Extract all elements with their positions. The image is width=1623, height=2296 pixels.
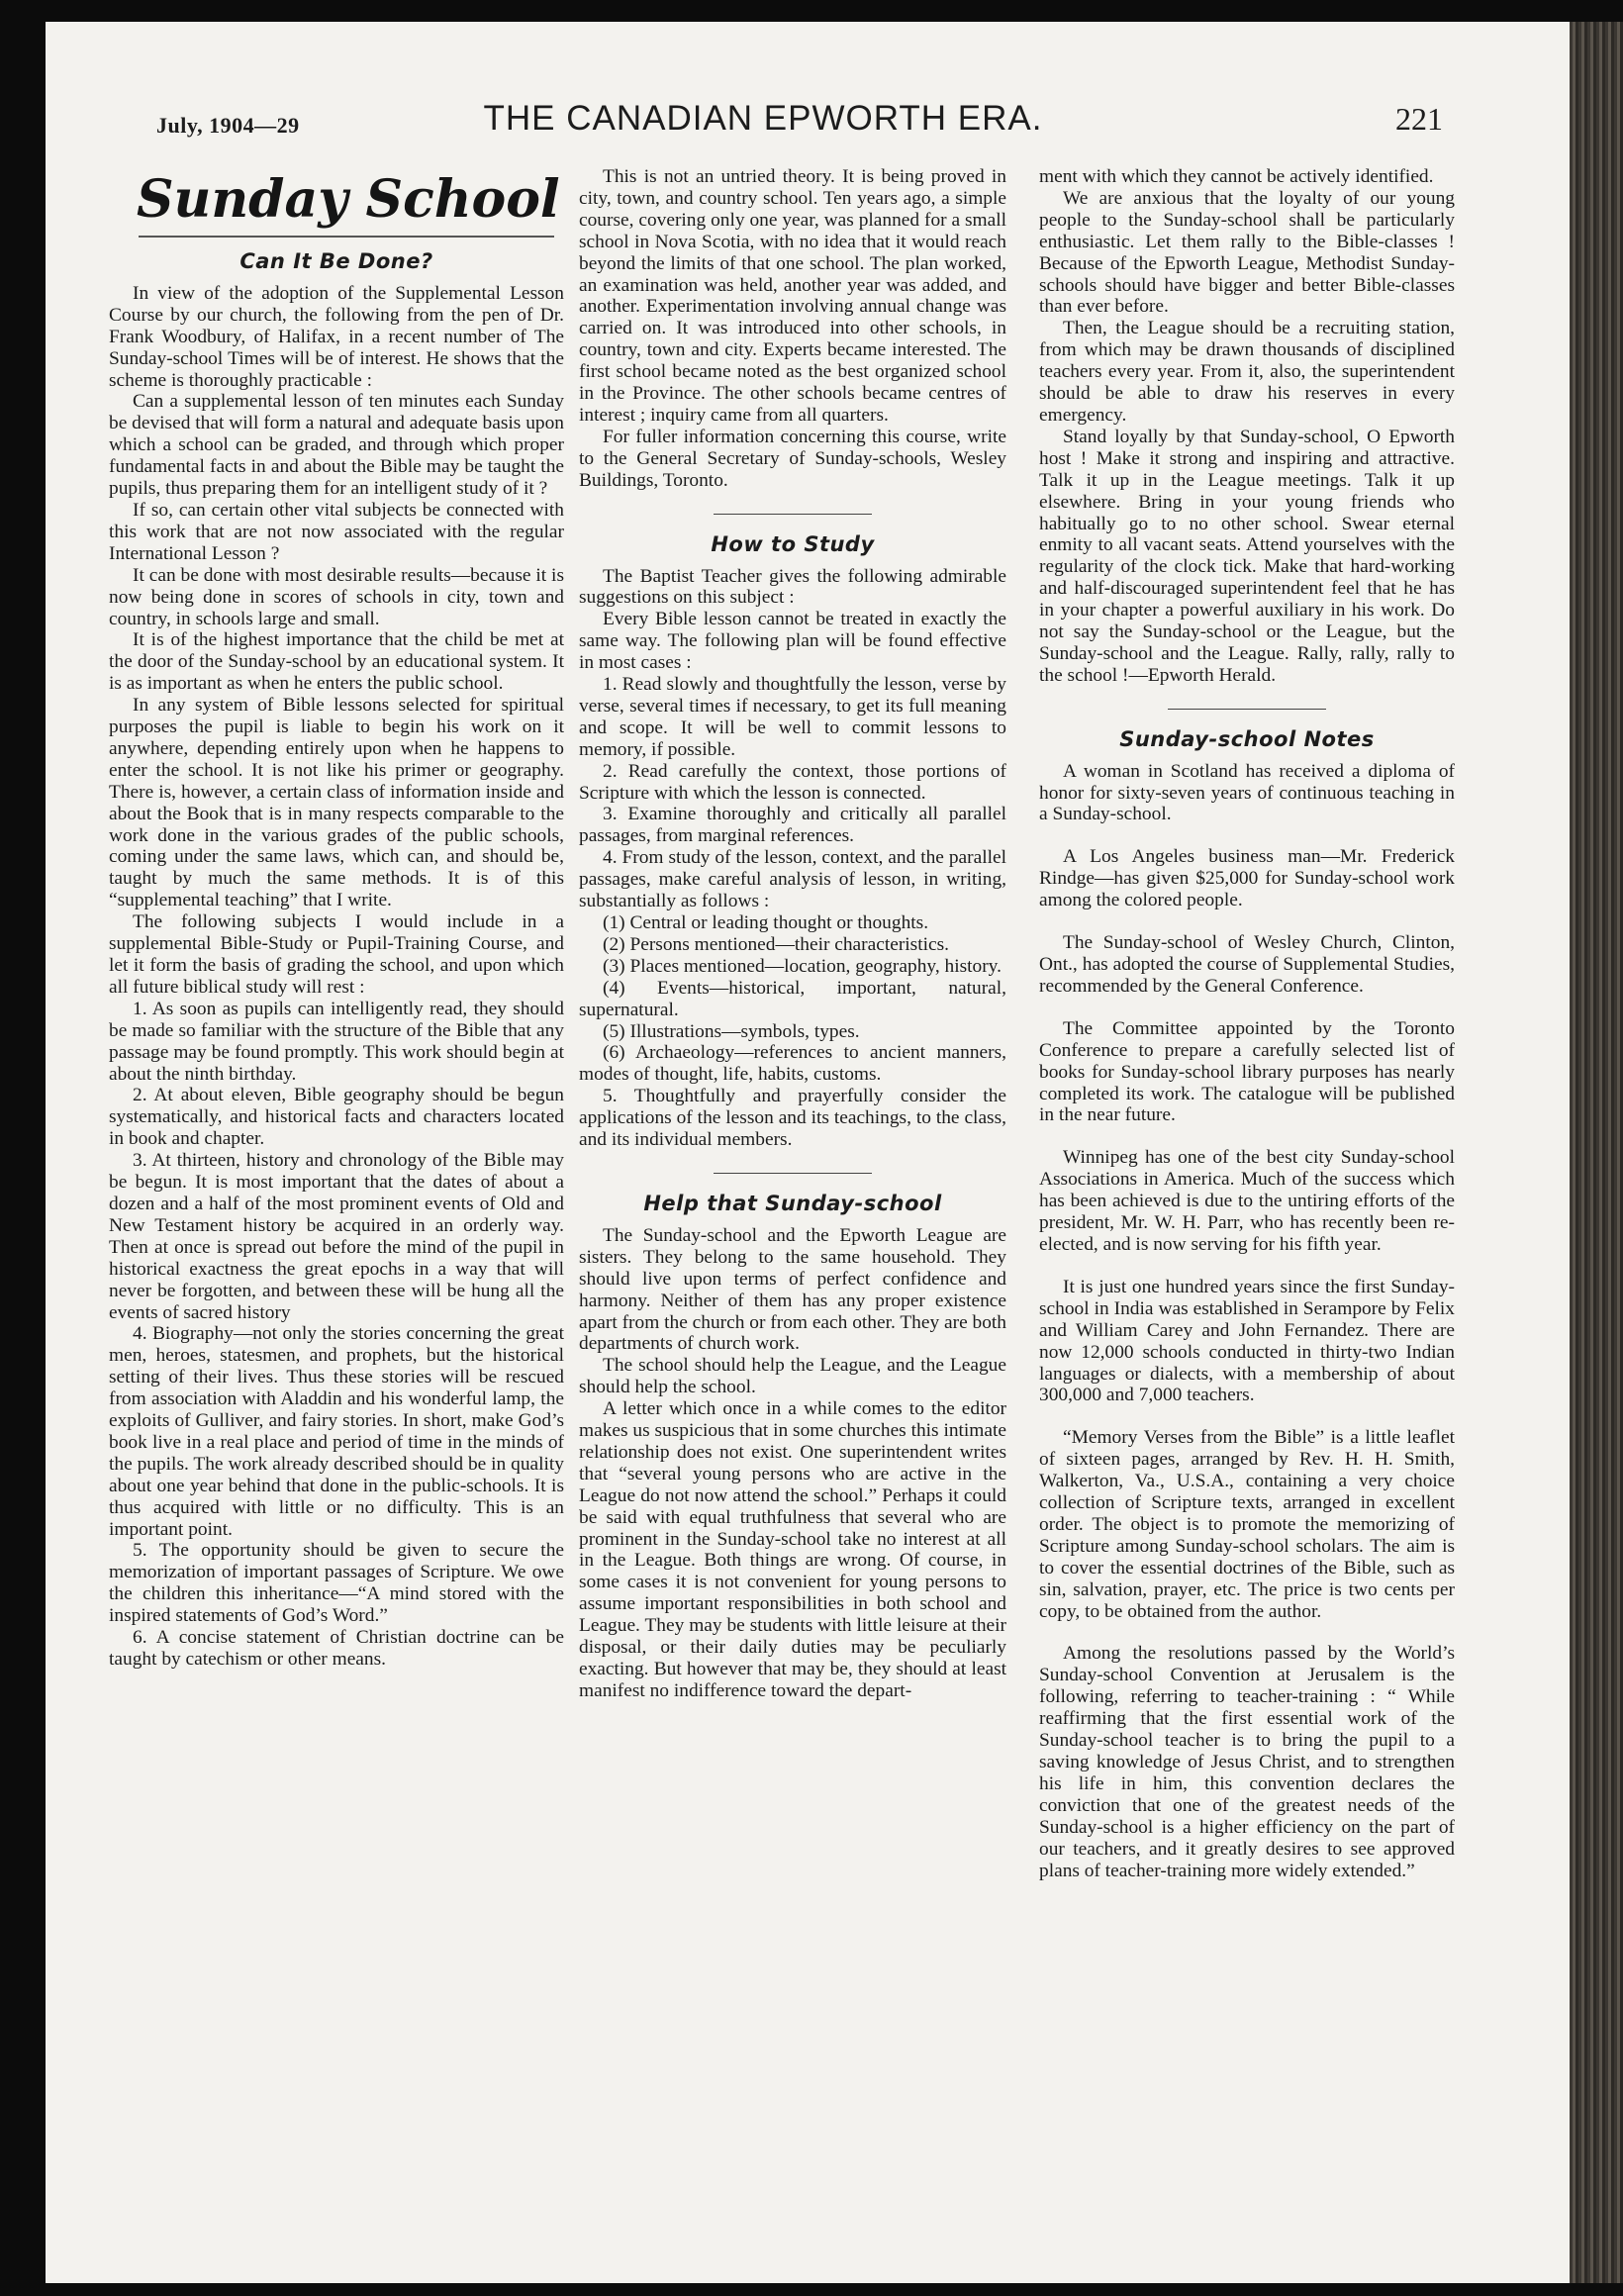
paragraph: 3. Examine thoroughly and critically all parallel passages, from marginal references.: [579, 804, 1006, 847]
paragraph: Stand loyally by that Sunday-school, O Epworth host ! Make it strong and inspiring and attractive. Talk it up in the League meetings. Talk it up elsewhere. Bring in your young friends who habitually go to no other school. Swear eternal enmity to all vacant seats. Attend yourselves with the regularity of the clock tick. Make that hard-working and half-discouraged superintendent feel that he has in your chapter a powerful auxiliary in his work. Do not say the Sunday-school or the League, but the Sunday-school and the League. Rally, rally, rally to the school !—Epworth Herald.: [1039, 426, 1455, 686]
note-paragraph: The Committee appointed by the Toronto Conference to prepare a carefully selected list of books for Sunday-school library purposes has nearly completed its work. The catalogue will be published in the near future.: [1039, 1017, 1455, 1126]
article-title-help-that-sunday-school: Help that Sunday-school: [643, 1191, 942, 1215]
paragraph: The Baptist Teacher gives the following admirable suggestions on this subject :: [579, 565, 1006, 609]
paragraph: If so, can certain other vital subjects be connected with this work that are not now associated with the regular International Lesson ?: [109, 499, 564, 564]
paragraph: The school should help the League, and the League should help the school.: [579, 1355, 1006, 1398]
paragraph: (4) Events—historical, important, natural, supernatural.: [579, 977, 1006, 1020]
paragraph: In any system of Bible lessons selected for spiritual purposes the pupil is liable to begin his work on it anywhere, depending entirely upon when he happens to enter the school. It is not like his primer or geography. There is, however, a certain class of information inside and about the Book that is in many respects comparable to the work done in the various grades of the public schools, coming under the same laws, which can, and should be, taught by much the same methods. It is of this “supplemental teaching” that I write.: [109, 695, 564, 911]
paragraph: In view of the adoption of the Supplemental Lesson Course by our church, the following from the pen of Dr. Frank Woodbury, of Halifax, in a recent number of The Sunday-school Times will be of interest. He shows that the scheme is thoroughly practicable :: [109, 282, 564, 391]
page-number: 221: [1395, 101, 1443, 137]
paragraph: (2) Persons mentioned—their characteristics.: [603, 933, 949, 955]
paragraph: For fuller information concerning this course, write to the General Secretary of Sunday-schools, Wesley Buildings, Toronto.: [579, 426, 1006, 491]
paragraph: 1. As soon as pupils can intelligently read, they should be made so familiar with the structure of the Bible that any passage may be found promptly. This work should begin at about the ninth birthday.: [109, 998, 564, 1085]
column-1: [109, 166, 564, 1671]
paragraph: 2. At about eleven, Bible geography should be begun systematically, and historical facts and characters located in book and chapter.: [109, 1085, 564, 1150]
paragraph: Every Bible lesson cannot be treated in exactly the same way. The following plan will be found effective in most cases :: [579, 609, 1006, 674]
paragraph: A letter which once in a while comes to the editor makes us suspicious that in some churches this intimate relationship does not exist. One superintendent writes that “several young persons who are active in the League do not now attend the school.” Perhaps it could be said with equal truthfulness that several who are prominent in the Sunday-school take no interest at all in the League. Both things are wrong. Of course, in some cases it is not convenient for young persons to assume important responsibilities in both school and League. They may be students with little leisure at their disposal, or their daily duties may be peculiarly exacting. But however that may be, they should at least manifest no indifference toward the depart-: [579, 1398, 1006, 1701]
paragraph: Then, the League should be a recruiting station, from which may be drawn thousands of disciplined teachers every year. From it, also, the superintendent should be able to draw his reserves in every emergency.: [1039, 318, 1455, 426]
page-header: [95, 99, 1443, 148]
paragraph: 6. A concise statement of Christian doctrine can be taught by catechism or other means.: [109, 1627, 564, 1670]
paragraph: 1. Read slowly and thoughtfully the lesson, verse by verse, several times if necessary, to get its full meaning and scope. It will be well to commit lessons to memory, if possible.: [579, 674, 1006, 760]
article-title-sunday-school-notes: Sunday-school Notes: [1119, 726, 1375, 751]
note-paragraph: It is just one hundred years since the first Sunday-school in India was established in Serampore by Felix and William Carey and John Fernandez. There are now 12,000 schools conducted in thirty-two Indian languages or dialects, with a membership of about 300,000 and 7,000 teachers.: [1039, 1276, 1455, 1406]
paragraph: 4. Biography—not only the stories concerning the great men, heroes, statesmen, and prophets, but the historical setting of their lives. Thus these stories will be rescued from association with Aladdin and his wonderful lamp, the exploits of Gulliver, and fairy stories. In short, make God’s book live in a real place and period of time in the minds of the pupils. The work already described should be in quality about one year behind that done in the public-schools. It is thus acquired with little or no difficulty. This is an important point.: [109, 1323, 564, 1540]
section-title: Sunday School: [137, 169, 560, 230]
publication-title: THE CANADIAN EPWORTH ERA.: [483, 99, 1043, 138]
paragraph: We are anxious that the loyalty of our young people to the Sunday-school shall be particularly enthusiastic. Let them rally to the Bible-classes ! Because of the Epworth League, Methodist Sunday-schools should have bigger and better Bible-classes than ever before.: [1039, 187, 1455, 318]
section-divider: [139, 236, 554, 238]
paragraph: 5. The opportunity should be given to secure the memorization of important passages of Scripture. We owe the children this inheritance—“A mind stored with the inspired statements of God’s Word.”: [109, 1540, 564, 1627]
paragraph: The Sunday-school and the Epworth League are sisters. They belong to the same household. They should live upon terms of perfect confidence and harmony. Neither of them has any proper existence apart from the church or from each other. They are both departments of church work.: [579, 1224, 1006, 1355]
note-paragraph: A Los Angeles business man—Mr. Frederick Rindge—has given $25,000 for Sunday-school work among the colored people.: [1039, 846, 1455, 911]
paragraph: 2. Read carefully the context, those portions of Scripture with which the lesson is connected.: [579, 760, 1006, 804]
paragraph: (5) Illustrations—symbols, types.: [603, 1020, 860, 1042]
paragraph: (1) Central or leading thought or thoughts.: [603, 912, 929, 933]
note-paragraph: Winnipeg has one of the best city Sunday-school Associations in America. Much of the success which has been achieved is due to the untiring efforts of the president, Mr. W. H. Parr, who has recently been re-elected, and is now serving for his fifth year.: [1039, 1147, 1455, 1255]
note-paragraph: Among the resolutions passed by the World’s Sunday-school Convention at Jerusalem is the following, referring to teacher-training : “ While reaffirming that the first essential work of the Sunday-school teacher is to bring the pupil to a saving knowledge of Jesus Christ, and to strengthen his life in him, this convention declares the conviction that one of the greatest needs of the Sunday-school is a higher efficiency on the part of our teachers, and it greatly desires to see approved plans of teacher-training more widely extended.”: [1039, 1643, 1455, 1881]
paragraph: This is not an untried theory. It is being proved in city, town, and country school. Ten years ago, a simple course, covering only one year, was planned for a small school in Nova Scotia, with no idea that it would reach beyond the limits of that one school. The plan worked, an examination was held, another year was added, and another. Experimentation involving annual change was carried on. It was introduced into other schools, in country, town and city. Experts became interested. The first school became noted as the best organized school in the Province. The other schools became centres of interest ; inquiry came from all quarters.: [579, 166, 1006, 426]
paragraph: 5. Thoughtfully and prayerfully consider the applications of the lesson and its teachings, to the class, and its individual members.: [579, 1086, 1006, 1151]
paragraph: (6) Archaeology—references to ancient manners, modes of thought, life, habits, customs.: [579, 1042, 1006, 1086]
paragraph: It can be done with most desirable results—because it is now being done in scores of schools in city, town and country, in schools large and small.: [109, 564, 564, 629]
note-paragraph: A woman in Scotland has received a diploma of honor for sixty-seven years of continuous teaching in a Sunday-school.: [1039, 760, 1455, 825]
paragraph: ment with which they cannot be actively identified.: [1039, 166, 1434, 187]
article-title-how-to-study: How to Study: [711, 531, 875, 556]
paragraph: The following subjects I would include in a supplemental Bible-Study or Pupil-Training Course, and let it form the basis of grading the school, and upon which all future biblical study will rest :: [109, 911, 564, 998]
article-divider: [714, 514, 872, 515]
note-paragraph: The Sunday-school of Wesley Church, Clinton, Ont., has adopted the course of Supplemental Studies, recommended by the General Conference.: [1039, 932, 1455, 997]
article-divider: [714, 1173, 872, 1174]
paragraph: 4. From study of the lesson, context, and the parallel passages, make careful analysis of lesson, in writing, substantially as follows :: [579, 847, 1006, 912]
book-binding-edge: [1570, 22, 1623, 2283]
issue-date: July, 1904—29: [156, 113, 300, 138]
paragraph: 3. At thirteen, history and chronology of the Bible may be begun. It is most important that the dates of about a dozen and a half of the most prominent events of Old and New Testament history be acquired in an orderly way. Then at once is spread out before the mind of the pupil in historical exactness the great epochs in a way that will never be forgotten, and between these will be hung all the events of sacred history: [109, 1150, 564, 1323]
article-title-can-it-be-done: Can It Be Done?: [239, 249, 433, 273]
column-3: [1039, 166, 1455, 1881]
paragraph: (3) Places mentioned—location, geography, history.: [603, 955, 1002, 977]
column-2: [579, 166, 1006, 1702]
paragraph: It is of the highest importance that the child be met at the door of the Sunday-school by an educational system. It is as important as when he enters the public school.: [109, 629, 564, 695]
note-paragraph: “Memory Verses from the Bible” is a little leaflet of sixteen pages, arranged by Rev. H. H. Smith, Walkerton, Va., U.S.A., containing a very choice collection of Scripture texts, arranged in excellent order. The object is to promote the memorizing of Scripture among Sunday-school scholars. The aim is to cover the essential doctrines of the Bible, such as sin, salvation, prayer, etc. The price is two cents per copy, to be obtained from the author.: [1039, 1427, 1455, 1622]
article-divider: [1168, 709, 1326, 710]
paragraph: Can a supplemental lesson of ten minutes each Sunday be devised that will form a natural and adequate basis upon which a school can be graded, and through which proper fundamental facts in and about the Bible may be taught the pupils, thus preparing them for an intelligent study of it ?: [109, 391, 564, 500]
